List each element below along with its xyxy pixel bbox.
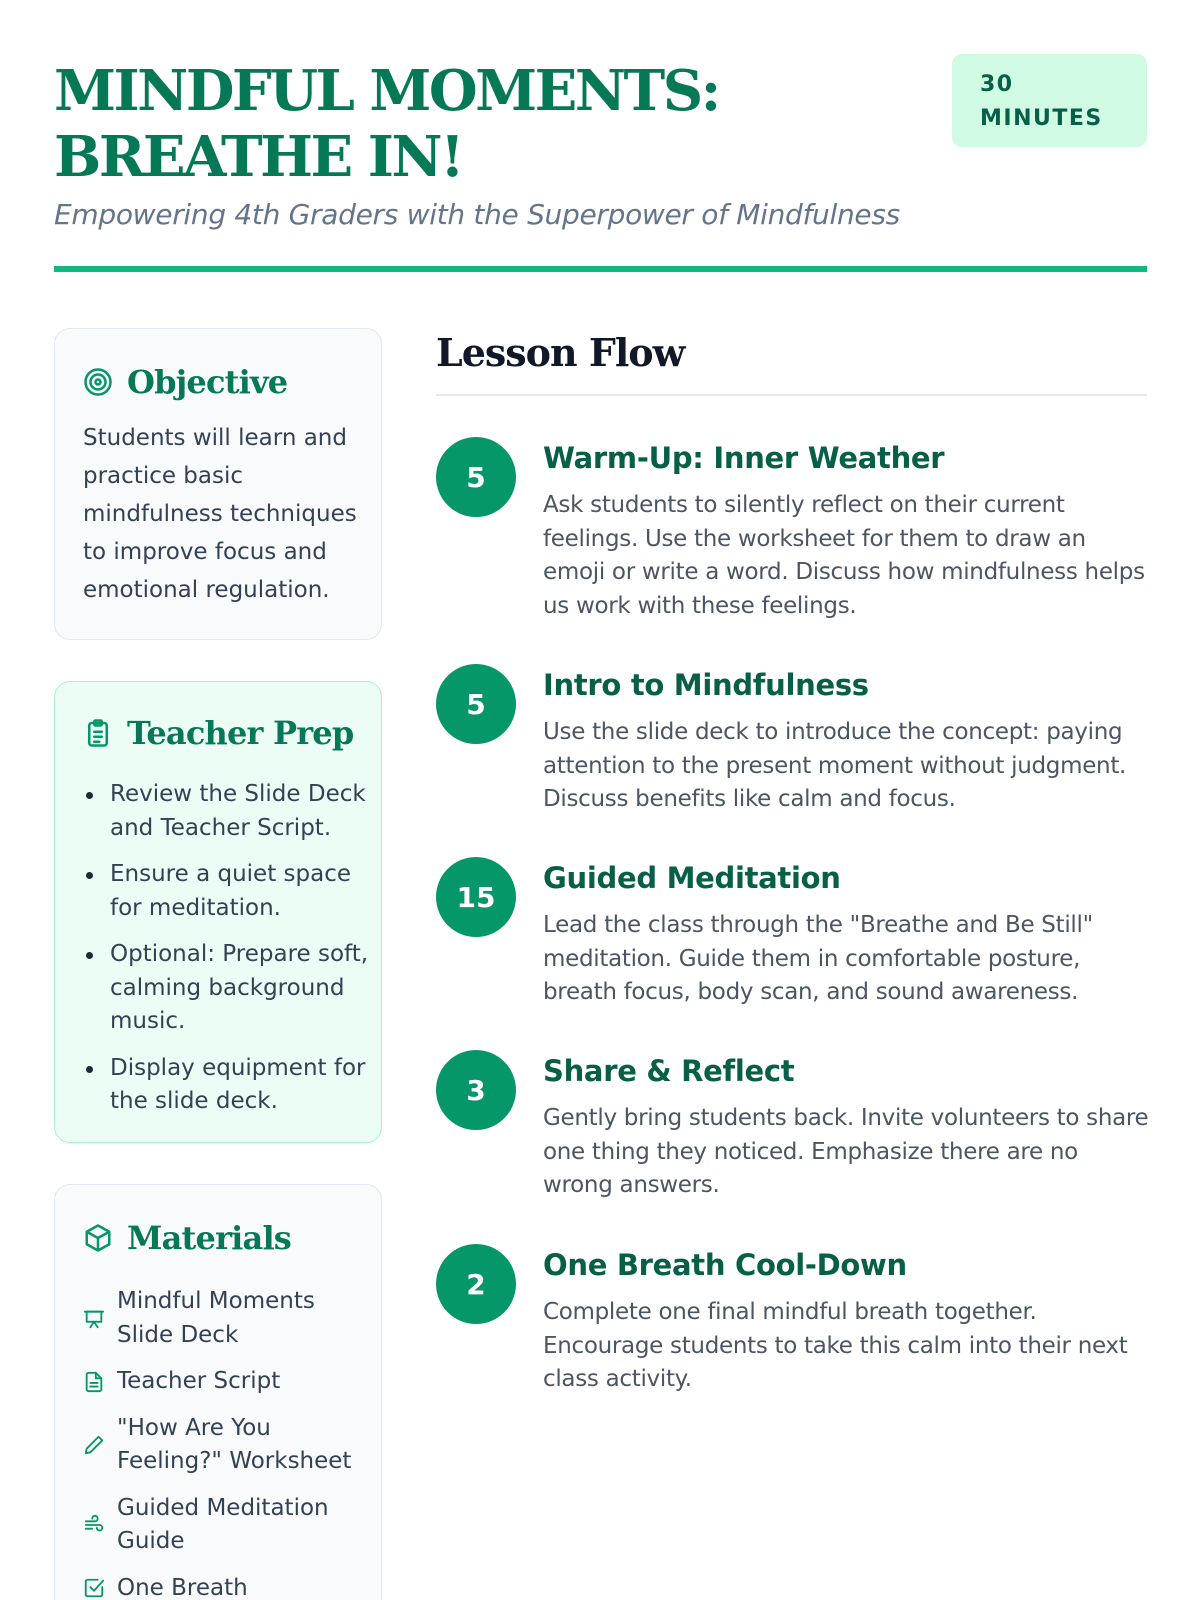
material-label: Mindful Moments Slide Deck xyxy=(117,1288,315,1348)
materials-header xyxy=(83,1219,291,1257)
teacher-prep-heading: Teacher Prep xyxy=(127,714,354,752)
step-title: Warm-Up: Inner Weather xyxy=(543,441,945,475)
clipboard-icon xyxy=(83,718,113,748)
step-title: One Breath Cool-Down xyxy=(543,1248,907,1282)
material-label: Teacher Script xyxy=(117,1368,281,1394)
step-description: Gently bring students back. Invite volunteers to share one thing they noticed. Emphasize there are no wrong answers. xyxy=(543,1105,1149,1198)
target-icon xyxy=(83,367,113,397)
materials-list xyxy=(83,1285,373,1600)
header-divider xyxy=(54,266,1147,272)
list-item xyxy=(83,1492,373,1559)
material-label: "How Are You Feeling?" Worksheet xyxy=(117,1414,352,1474)
teacher-prep-list xyxy=(83,778,373,1132)
materials-heading: Materials xyxy=(127,1219,292,1257)
material-label: Guided Meditation Guide xyxy=(117,1494,329,1554)
step-minutes: 5 xyxy=(436,437,516,517)
step-minutes: 15 xyxy=(436,857,516,937)
step-description: Use the slide deck to introduce the concept: paying attention to the present moment without judgment. Discuss benefits like calm and focus. xyxy=(543,719,1127,812)
checkbox-icon xyxy=(83,1577,105,1599)
list-item xyxy=(83,1365,373,1399)
step-title: Share & Reflect xyxy=(543,1054,795,1088)
step-title: Guided Meditation xyxy=(543,861,841,895)
objective-header xyxy=(83,363,287,401)
materials-card xyxy=(54,1184,382,1600)
step-description: Lead the class through the "Breathe and Be Still" meditation. Guide them in comfortable posture, breath focus, body scan, and sound awareness. xyxy=(543,912,1093,1005)
list-item: Ensure a quiet space for meditation. xyxy=(83,858,373,925)
presentation-icon xyxy=(83,1308,105,1330)
list-item: Review the Slide Deck and Teacher Script. xyxy=(83,778,373,845)
step-minutes: 2 xyxy=(436,1244,516,1324)
step-description: Ask students to silently reflect on their current feelings. Use the worksheet for them to draw an emoji or write a word. Discuss how mindfulness helps us work with these feelings. xyxy=(543,492,1145,619)
step-description: Complete one final mindful breath together. Encourage students to take this calm into their next class activity. xyxy=(543,1299,1128,1392)
list-item xyxy=(83,1572,373,1600)
material-label: One Breath xyxy=(117,1574,248,1600)
lesson-flow-heading: Lesson Flow xyxy=(436,330,685,375)
box-icon xyxy=(83,1223,113,1253)
list-item xyxy=(83,1412,373,1479)
objective-heading: Objective xyxy=(127,363,288,401)
step-title: Intro to Mindfulness xyxy=(543,668,869,702)
list-item xyxy=(83,1285,373,1352)
page-title: MINDFUL MOMENTS: BREATHE IN! xyxy=(54,58,719,190)
teacher-prep-header xyxy=(83,714,353,752)
duration-badge xyxy=(952,54,1147,147)
teacher-prep-card xyxy=(54,681,382,1143)
wind-icon xyxy=(83,1514,105,1536)
step-minutes: 3 xyxy=(436,1050,516,1130)
duration-badge-text: 30 MINUTES xyxy=(980,72,1103,131)
list-item: Display equipment for the slide deck. xyxy=(83,1052,373,1119)
page-subtitle: Empowering 4th Graders with the Superpower of Mindfulness xyxy=(54,198,900,231)
document-icon xyxy=(83,1371,105,1393)
list-item: Optional: Prepare soft, calming background music. xyxy=(83,938,373,1039)
objective-text: Students will learn and practice basic mindfulness techniques to improve focus and emotional regulation. xyxy=(83,425,357,603)
lesson-flow-divider xyxy=(436,394,1147,396)
pencil-icon xyxy=(83,1434,105,1456)
step-minutes: 5 xyxy=(436,664,516,744)
objective-card xyxy=(54,328,382,640)
